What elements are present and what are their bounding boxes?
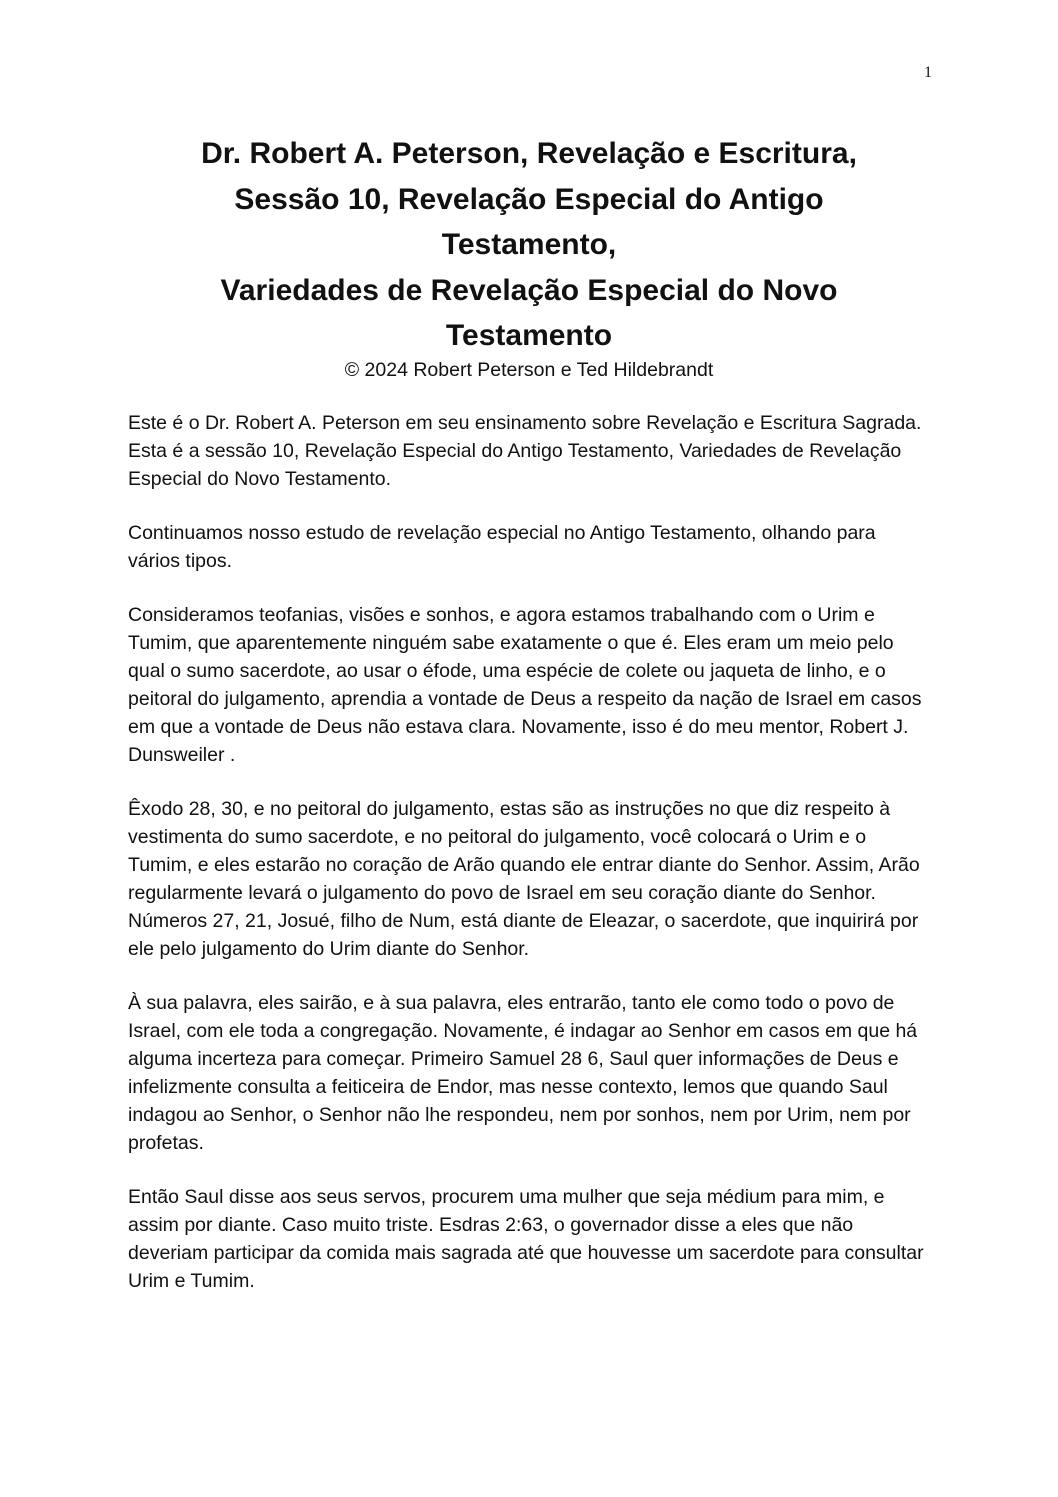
- title-line: Testamento,: [441, 228, 617, 261]
- title-line: Sessão 10, Revelação Especial do Antigo: [234, 182, 824, 216]
- title-line: Variedades de Revelação Especial do Novo: [220, 273, 838, 307]
- title-line: Testamento: [445, 319, 613, 352]
- paragraph: Este é o Dr. Robert A. Peterson em seu ensinamento sobre Revelação e Escritura Sagrada. Esta é a sessão 10, Revelação Especial do Antigo Testamento, Variedades de Revelação Especial do Novo Testamento.: [128, 412, 922, 490]
- page-number: 1: [924, 64, 932, 81]
- copyright-line: © 2024 Robert Peterson e Ted Hildebrandt: [344, 359, 714, 381]
- paragraph: Consideramos teofanias, visões e sonhos, e agora estamos trabalhando com o Urim e Tumim, que aparentemente ninguém sabe exatamente o que é. Eles eram um meio pelo qual o sumo sacerdote, ao usar o éfode, uma espécie de colete ou jaqueta de linho, e o peitoral do julgamento, aprendia a vontade de Deus a respeito da nação de Israel em casos em que a vontade de Deus não estava clara. Novamente, isso é do meu mentor, Robert J. Dunsweiler .: [128, 604, 922, 766]
- paragraph: À sua palavra, eles sairão, e à sua palavra, eles entrarão, tanto ele como todo o povo de Israel, com ele toda a congregação. Novamente, é indagar ao Senhor em casos em que há alguma incerteza para começar. Primeiro Samuel 28 6, Saul quer informações de Deus e infelizmente consulta a feiticeira de Endor, mas nesse contexto, lemos que quando Saul indagou ao Senhor, o Senhor não lhe respondeu, nem por sonhos, nem por Urim, nem por profetas.: [128, 992, 918, 1154]
- document-title: [128, 131, 930, 359]
- paragraph: Então Saul disse aos seus servos, procurem uma mulher que seja médium para mim, e assim por diante. Caso muito triste. Esdras 2:63, o governador disse a eles que não deveriam participar da comida mais sagrada até que houvesse um sacerdote para consultar Urim e Tumim.: [128, 1186, 924, 1292]
- title-line: Dr. Robert A. Peterson, Revelação e Escritura,: [201, 137, 857, 170]
- paragraph: Êxodo 28, 30, e no peitoral do julgamento, estas são as instruções no que diz respeito à vestimenta do sumo sacerdote, e no peitoral do julgamento, você colocará o Urim e o Tumim, e eles estarão no coração de Arão quando ele entrar diante do Senhor. Assim, Arão regularmente levará o julgamento do povo de Israel em seu coração diante do Senhor. Números 27, 21, Josué, filho de Num, está diante de Eleazar, o sacerdote, que inquirirá por ele pelo julgamento do Urim diante do Senhor.: [128, 798, 920, 960]
- paragraph: Continuamos nosso estudo de revelação especial no Antigo Testamento, olhando para vários tipos.: [128, 522, 876, 572]
- body-text: [128, 409, 930, 1321]
